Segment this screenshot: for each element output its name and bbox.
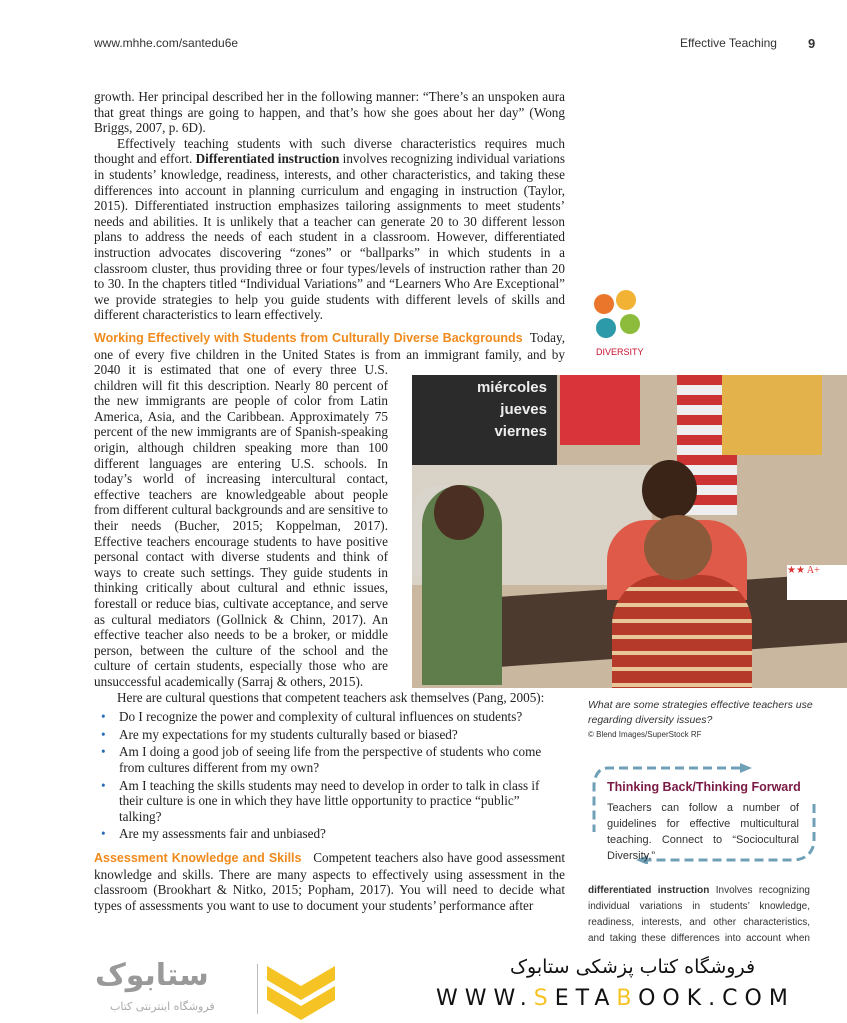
paragraph [94, 850, 565, 913]
tbtf-text[interactable]: Teachers can follow a number of guidelines for effective multicultural teaching. Connect to “Sociocultural Diversity.” [607, 802, 799, 862]
hands-icon [588, 288, 646, 344]
text: involves recognizing individual variations in students’ knowledge, readiness, interests, and other characteristics, and taking these differences into account in planning curriculum and engaging in instruction (Taylor, 2015). Differentiated instruction emphasizes tailoring assignments to meet students’ needs and abilities. It is unlikely that a teacher can generate 20 to 30 different lesson plans to address the needs of each student in a classroom. However, differentiated instruction advocates discovering “zones” or “ballparks” in which students in a classroom cluster, thus providing three or four types/levels of instruction rather than 20 to 30. In the chapters titled “Individual Variations” and “Learners Who Are Exceptional” we provide strategies to help you guide students with different levels of skills and different characteristics to learn effectively. [94, 151, 566, 323]
glossary-entry [588, 883, 810, 945]
list-item: • Do I recognize the power and complexity of cultural influences on students? [94, 709, 565, 725]
header-section: Effective Teaching [680, 36, 777, 50]
section-heading: Working Effectively with Students from Culturally Diverse Backgrounds [94, 330, 523, 345]
store-url[interactable]: WWW.SETABOOK.COM [436, 986, 795, 1011]
paragraph [94, 136, 565, 323]
thinking-back-forward-box [590, 762, 816, 864]
header-url[interactable]: www.mhhe.com/santedu6e [94, 36, 239, 50]
glossary-term: differentiated instruction [588, 885, 710, 896]
bullet-list [94, 709, 565, 842]
setabook-logo-subtitle: فروشگاه اینترنتی کتاب [110, 1000, 215, 1013]
footer-banner [0, 944, 847, 1023]
list-item: • Am I teaching the skills students may need to develop in order to talk in class if their culture is one in which they have little opportunity to practice “public” talking? [94, 778, 549, 825]
diversity-label: DIVERSITY [596, 347, 644, 357]
photo-caption: What are some strategies effective teachers use regarding diversity issues? [588, 699, 813, 726]
section-heading: Assessment Knowledge and Skills [94, 850, 302, 865]
diversity-icon [588, 288, 648, 357]
chalkboard [412, 375, 557, 465]
key-term: Differentiated instruction [195, 151, 340, 167]
list-item: • Are my assessments fair and unbiased? [94, 826, 565, 842]
list-item: • Am I doing a good job of seeing life from the perspective of students who come from cultures different from my own? [94, 744, 549, 775]
text: Effectively teaching students with such diverse characteristics requires much thought and effort. [94, 135, 565, 167]
photo-credit: © Blend Images/SuperStock RF [588, 730, 702, 739]
setabook-chevron-logo [265, 964, 337, 1020]
board-text: jueves [500, 401, 547, 418]
paragraph [94, 330, 565, 362]
paragraph: Here are cultural questions that competent teachers ask themselves (Pang, 2005): [117, 689, 545, 705]
paragraph: growth. Her principal described her in the following manner: “There’s an unspoken aura that great things are going to happen, and that’s how she goes about her day” (Wong Briggs, 2007, p. 6D). [94, 89, 565, 136]
store-name: فروشگاه کتاب پزشکی ستابوک [510, 956, 756, 978]
page-number: 9 [808, 36, 816, 51]
classroom-photo: miércoles jueves viernes ★★ A+ [412, 375, 847, 688]
paragraph: 2040 it is estimated that one of every three U.S. children will fit this description. Nearly 80 percent of the new immigrants are people of color from Latin America, Asia, and the Caribbean. Approximately 75 percent of the new immigrants are of Spanish-speaking origin, although children speaking more than 100 different languages are entering U.S. schools. In today’s world of increasing intercultural contact, effective teachers are knowledgeable about people from different cultural backgrounds and are sensitive to their needs (Bucher, 2015; Koppelman, 2017). Effective teachers encourage students to have positive personal contact with diverse students and think of ways to create such settings. They guide students in thinking critically about cultural and ethnic issues, forestall or reduce bias, cultivate acceptance, and serve as cultural mediators (Gollnick & Chinn, 2017). An effective teacher also needs to be a broker, or middle person, between the culture of the school and the culture of certain students, especially those who are unsuccessful academically (Sarraj & others, 2015). [94, 362, 388, 689]
board-text: miércoles [476, 379, 547, 396]
setabook-logo-text: ستابوک [95, 958, 209, 993]
text: Today, one of every five children in the United States is from an immigrant family, and by [94, 329, 565, 362]
board-text: viernes [494, 423, 547, 440]
tbtf-title: Thinking Back/Thinking Forward [607, 780, 801, 794]
text: Competent teachers also have good assessment knowledge and skills. There are many aspects to effectively using assessment in the classroom (Brookhart & Nitko, 2015; Popham, 2017). You will need to decide what types of assessments you want to use to document your students’ performance after [94, 849, 565, 913]
glossary-definition: Involves recognizing individual variations in students’ knowledge, readiness, interests, and other characteristics, and taking these differences into account when [588, 885, 810, 944]
list-item: • Are my expectations for my students culturally based or biased? [94, 727, 565, 743]
